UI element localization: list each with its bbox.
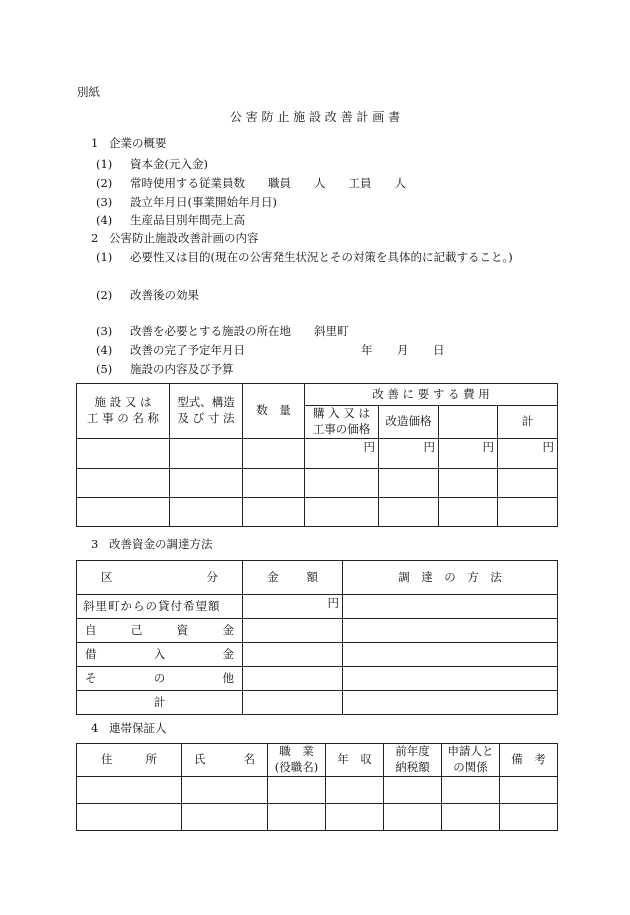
method-header: 調 達 の 方 法 [343,561,558,595]
item-number: (4) [96,213,113,227]
table-row [77,595,558,619]
item-text: 改善の完了予定年月日 [130,343,245,357]
own-funds-amount[interactable] [243,619,343,643]
item-text: 資本金(元入金) [130,157,208,171]
item-number: (5) [96,362,113,376]
funding-total-amount[interactable] [243,691,343,715]
blank-cost-cell[interactable]: 円 [439,439,498,469]
section3-num: 3 [91,537,99,551]
table-row [77,439,558,469]
section1-heading [91,138,167,150]
modification-price-cell[interactable]: 円 [379,439,439,469]
purchase-price-header: 購 入 又 は 工事の価格 [305,406,379,439]
item-text: 常時使用する従業員数 職員 人 工員 人 [130,176,406,190]
item-text: 生産品目別年間売上高 [130,213,245,227]
table-row [77,498,558,527]
item-number: (2) [96,288,113,302]
item-text: 改善を必要とする施設の所在地 斜里町 [130,324,349,338]
table-row [77,619,558,643]
own-funds-method[interactable] [343,619,558,643]
section2-item-1 [96,252,513,264]
section2-heading [91,233,259,245]
section2-item-3 [96,326,349,338]
item-text: 施設の内容及び予算 [130,362,234,376]
section3-title: 改善資金の調達方法 [109,537,213,551]
table-row [77,643,558,667]
funding-total-method[interactable] [343,691,558,715]
section1-item-1 [96,159,208,171]
total-cost-cell[interactable]: 円 [498,439,558,469]
cost-header: 改 善 に 要 す る 費 用 [305,384,558,406]
table-row [77,804,558,831]
facility-name-header: 施 設 又 は 工 事 の 名 称 [77,384,170,439]
section1-item-3 [96,197,277,209]
section2-num: 2 [91,231,99,245]
guarantor-table [76,743,558,831]
section2-item-2 [96,290,199,302]
category-header: 区 分 [77,561,243,595]
borrowing-label: 借 入 金 [77,643,243,667]
funding-total-label: 計 [77,691,243,715]
funding-table [76,560,558,715]
other-amount[interactable] [243,667,343,691]
completion-date-month: 月 [397,343,409,357]
tax-header: 前年度 納税額 [384,744,442,777]
quantity-cell[interactable] [243,439,305,469]
item-number: (1) [96,250,113,264]
section4-heading [91,723,167,735]
section2-item-4 [96,345,245,357]
table-row [77,469,558,498]
loan-request-label: 斜里町からの貸付希望額 [77,595,243,619]
item-number: (4) [96,343,113,357]
own-funds-label: 自 己 資 金 [77,619,243,643]
completion-date-day: 日 [433,343,445,357]
total-cost-header: 計 [498,406,558,439]
section1-num: 1 [91,136,99,150]
facility-name-cell[interactable] [77,439,170,469]
item-text: 設立年月日(事業開始年月日) [130,195,277,209]
other-label: そ の 他 [77,667,243,691]
facility-cost-table [76,383,558,527]
attachment-label: 別紙 [77,85,100,99]
type-cell[interactable] [170,439,243,469]
remarks-header: 備 考 [500,744,558,777]
purchase-price-cell[interactable]: 円 [305,439,379,469]
table-row [77,667,558,691]
section2-item-5 [96,364,234,376]
name-header: 氏 名 [182,744,268,777]
section4-title: 連帯保証人 [109,721,167,735]
section1-title: 企業の概要 [109,136,167,150]
loan-request-method[interactable] [343,595,558,619]
relation-header: 申請人と の関係 [442,744,500,777]
section1-item-2 [96,178,406,190]
loan-request-amount[interactable]: 円 [243,595,343,619]
section1-item-4 [96,215,245,227]
section2-title: 公害防止施設改善計画の内容 [109,231,259,245]
item-text: 改善後の効果 [130,288,199,302]
quantity-header: 数 量 [243,384,305,439]
item-text: 必要性又は目的(現在の公害発生状況とその対策を具体的に記載すること。) [130,250,513,264]
item-number: (3) [96,324,113,338]
borrowing-method[interactable] [343,643,558,667]
occupation-header: 職 業 (役職名) [268,744,326,777]
address-header: 住 所 [77,744,182,777]
item-number: (3) [96,195,113,209]
section4-num: 4 [91,721,99,735]
page-title: 公 害 防 止 施 設 改 善 計 画 書 [229,110,401,124]
amount-header: 金 額 [243,561,343,595]
item-number: (1) [96,157,113,171]
borrowing-amount[interactable] [243,643,343,667]
item-number: (2) [96,176,113,190]
blank-cost-header [439,406,498,439]
income-header: 年 収 [326,744,384,777]
completion-date-year: 年 [361,343,373,357]
other-method[interactable] [343,667,558,691]
modification-price-header: 改造価格 [379,406,439,439]
table-row [77,777,558,804]
type-structure-header: 型式、構造 及 び 寸 法 [170,384,243,439]
section3-heading [91,539,213,551]
table-row [77,691,558,715]
